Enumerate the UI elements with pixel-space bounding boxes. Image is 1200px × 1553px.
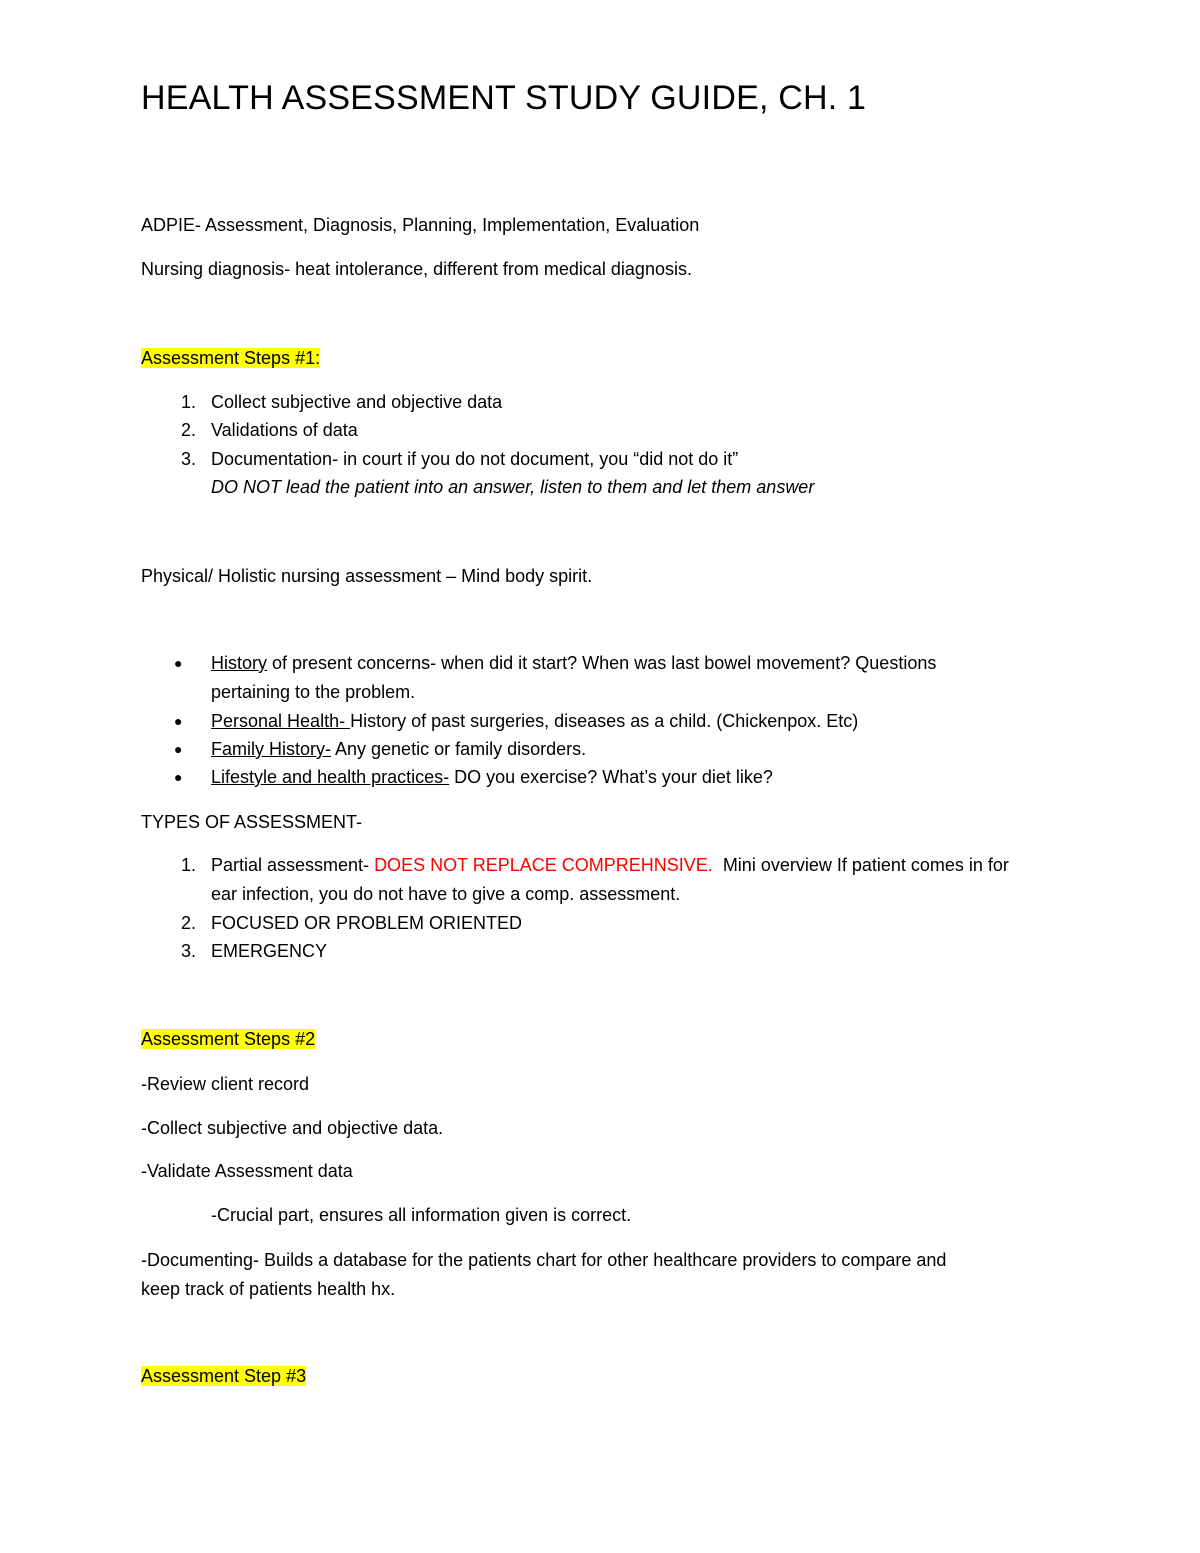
section1-heading-text: Assessment Steps #1: [141,348,321,368]
bullet-label: Lifestyle and health practices- [211,767,450,787]
list-item-text: Documentation- in court if you do not document, you “did not do it” [211,449,739,469]
bullet-rest: of present concerns- when did it start? When was last bowel movement? Questions [267,653,937,673]
bullet-icon: ● [174,769,183,785]
partial-assessment-detail: Mini overview If patient comes in for [712,855,1009,875]
documenting-line: -Documenting- Builds a database for the patients chart for other healthcare providers to compare and [141,1250,947,1270]
list-item-text: EMERGENCY [211,941,328,961]
list-item-text [211,853,1009,877]
list-item-text: Validations of data [211,420,358,440]
bullet-label: History [211,653,268,673]
nursing-diagnosis-line: Nursing diagnosis- heat intolerance, different from medical diagnosis. [141,259,692,279]
bullet-rest: Any genetic or family disorders. [331,739,587,759]
bullet-icon: ● [174,741,183,757]
section3-heading [141,1364,306,1388]
bullet-label: Personal Health- [211,711,351,731]
section2-heading [141,1027,315,1051]
crucial-line: -Crucial part, ensures all information given is correct. [211,1205,632,1225]
section1-note: DO NOT lead the patient into an answer, listen to them and let them answer [211,477,815,497]
list-number: 3. [180,941,196,961]
section3-heading-text: Assessment Step #3 [141,1366,307,1386]
collect-line: -Collect subjective and objective data. [141,1118,444,1138]
review-line: -Review client record [141,1074,310,1094]
list-number: 1. [180,855,196,875]
section2-heading-text: Assessment Steps #2 [141,1029,316,1049]
holistic-line: Physical/ Holistic nursing assessment – Mind body spirit. [141,566,593,586]
section1-heading [141,346,320,370]
bullet-text [211,651,936,675]
list-number: 3. [180,449,196,469]
bullet-rest: History of past surgeries, diseases as a child. (Chickenpox. Etc) [350,711,859,731]
bullet-text [211,765,773,789]
document-title: HEALTH ASSESSMENT STUDY GUIDE, CH. 1 [141,79,867,117]
bullet-icon: ● [174,713,183,729]
bullet-text [211,709,858,733]
list-item-continuation: ear infection, you do not have to give a comp. assessment. [211,884,681,904]
bullet-rest: DO you exercise? What’s your diet like? [449,767,773,787]
list-number: 1. [180,392,196,412]
partial-assessment-label: Partial assessment- [211,855,375,875]
documenting-continuation: keep track of patients health hx. [141,1279,396,1299]
bullet-icon: ● [174,655,183,671]
bullet-continuation: pertaining to the problem. [211,682,416,702]
list-number: 2. [180,420,196,440]
types-heading: TYPES OF ASSESSMENT- [141,812,363,832]
bullet-label: Family History- [211,739,331,759]
list-item-text: Collect subjective and objective data [211,392,503,412]
list-number: 2. [180,913,196,933]
bullet-text [211,737,586,761]
list-item-text: FOCUSED OR PROBLEM ORIENTED [211,913,523,933]
partial-assessment-warning: DOES NOT REPLACE COMPREHNSIVE. [374,855,713,875]
adpie-line: ADPIE- Assessment, Diagnosis, Planning, Implementation, Evaluation [141,215,700,235]
validate-line: -Validate Assessment data [141,1161,353,1181]
